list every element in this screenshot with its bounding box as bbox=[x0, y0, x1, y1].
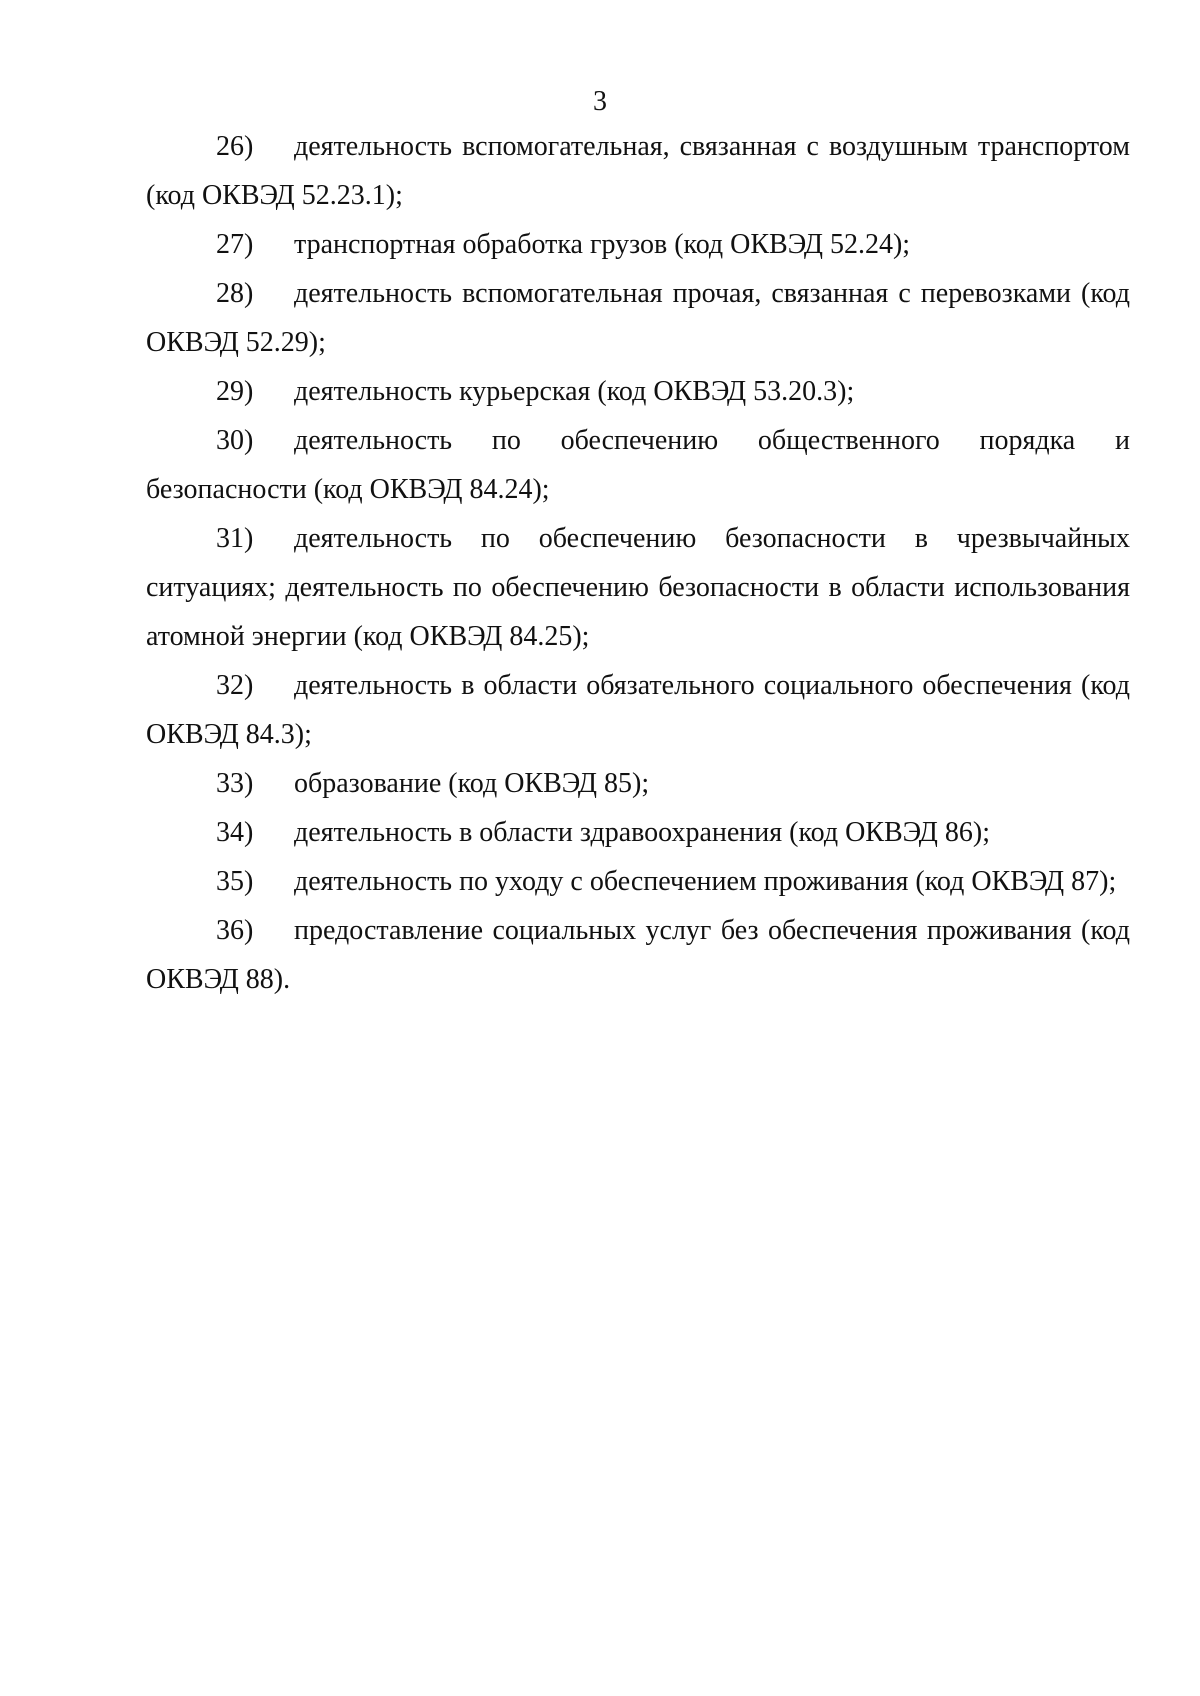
item-number: 33) bbox=[216, 768, 254, 799]
list-item bbox=[146, 906, 1130, 1004]
list-item bbox=[146, 759, 1130, 808]
item-text: образование (код ОКВЭД 85); bbox=[294, 768, 650, 799]
list-item bbox=[146, 514, 1130, 661]
item-number: 28) bbox=[216, 278, 254, 309]
item-text: транспортная обработка грузов (код ОКВЭД 52.24); bbox=[294, 229, 911, 260]
list-item bbox=[146, 661, 1130, 759]
item-text: деятельность вспомогательная, связанная с воздушным транспортом (код ОКВЭД 52.23.1); bbox=[146, 131, 1130, 211]
item-number: 30) bbox=[216, 425, 254, 456]
item-number: 34) bbox=[216, 817, 254, 848]
item-text: деятельность в области здравоохранения (код ОКВЭД 86); bbox=[294, 817, 990, 848]
item-number: 26) bbox=[216, 131, 254, 162]
item-number: 36) bbox=[216, 915, 254, 946]
list-item bbox=[146, 269, 1130, 367]
list-item bbox=[146, 416, 1130, 514]
item-text: деятельность вспомогательная прочая, связанная с перевозками (код ОКВЭД 52.29); bbox=[146, 278, 1130, 358]
item-number: 27) bbox=[216, 229, 254, 260]
item-text: деятельность курьерская (код ОКВЭД 53.20.3); bbox=[294, 376, 855, 407]
page-number: 3 bbox=[593, 86, 607, 117]
item-number: 32) bbox=[216, 670, 254, 701]
item-number: 35) bbox=[216, 866, 254, 897]
item-text: предоставление социальных услуг без обеспечения проживания (код ОКВЭД 88). bbox=[146, 915, 1130, 995]
item-number: 31) bbox=[216, 523, 254, 554]
list-item bbox=[146, 808, 1130, 857]
list-item bbox=[146, 367, 1130, 416]
item-text: деятельность по обеспечению безопасности в чрезвычайных ситуациях; деятельность по обеспечению безопасности в области использования атомной энергии (код ОКВЭД 84.25); bbox=[146, 523, 1130, 652]
list-item bbox=[146, 857, 1130, 906]
item-text: деятельность по уходу с обеспечением проживания (код ОКВЭД 87); bbox=[294, 866, 1117, 897]
document-body bbox=[146, 122, 1130, 1004]
item-text: деятельность по обеспечению общественного порядка и безопасности (код ОКВЭД 84.24); bbox=[146, 425, 1130, 505]
item-text: деятельность в области обязательного социального обеспечения (код ОКВЭД 84.3); bbox=[146, 670, 1130, 750]
item-number: 29) bbox=[216, 376, 254, 407]
list-item bbox=[146, 220, 1130, 269]
list-item bbox=[146, 122, 1130, 220]
